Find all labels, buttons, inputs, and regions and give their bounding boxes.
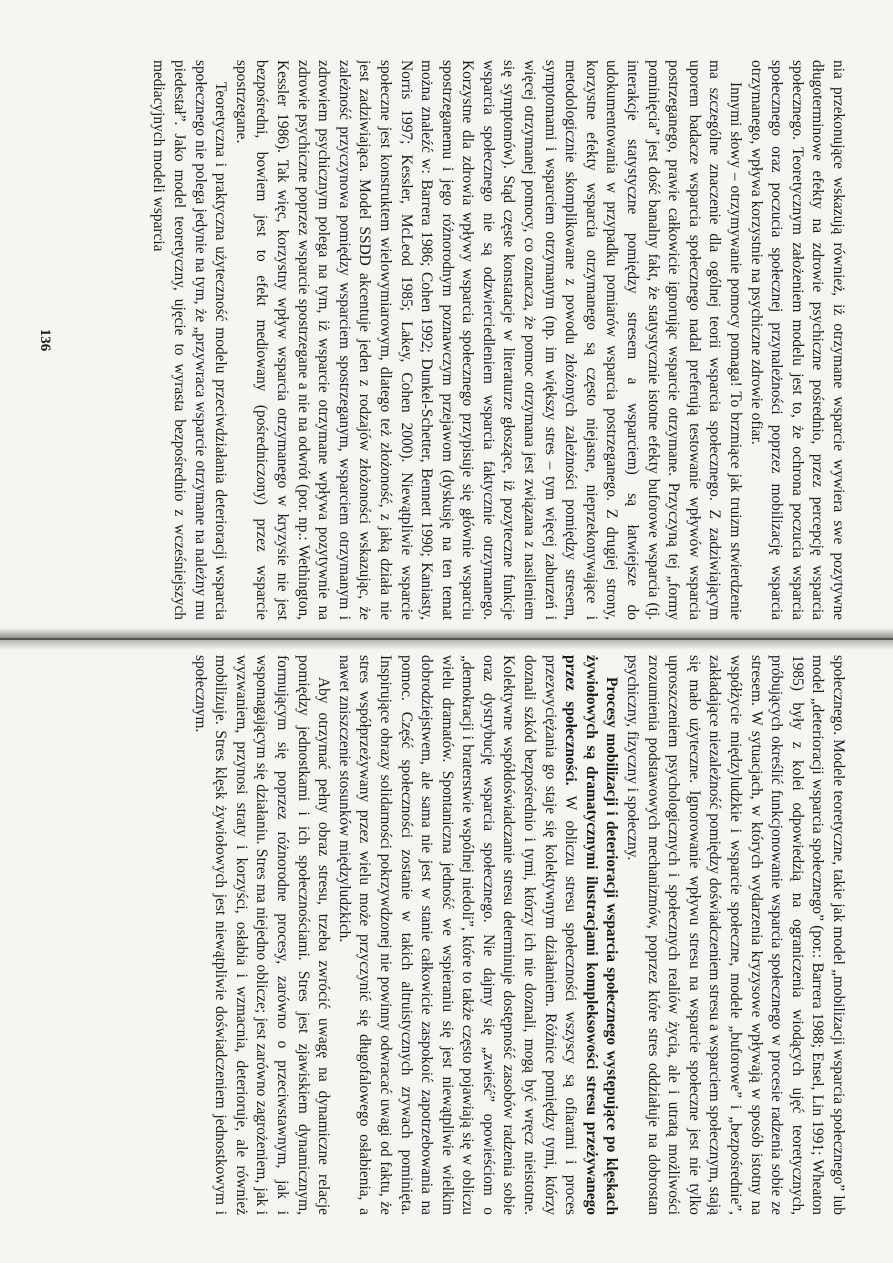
left-paragraph-1: nia przekonujące wskazują również, iż otrzymane wsparcie wywiera swe pozytywne długoterminowe efekty na zdrowie psychiczne pośrednio, przez percepcję wsparcia społecznego. Teoretycznym założeniem modelu jest to, że ochrona poczucia wsparcia społecznego oraz poczucia społecznej przynależności poprzez mobilizację wsparcia otrzymanego, wpływa korzystnie na psychiczne zdrowie ofiar.	[747, 60, 847, 620]
right-paragraph-3: Aby otrzymać pełny obraz stresu, trzeba zwrócić uwagę na dynamiczne relacje pomiędzy jednostkami i ich społecznościami. Stres jest zjawiskiem dynamicznym, formującym się poprzez różnorodne procesy, zarówno o przeciwstawnym, jak i wspomagającym się działaniu. Stres ma niejedno oblicze; jest zarówno zagrożeniem, jak i wyzwaniem, przynosi straty i korzyści, osłabia i wzmacnia, deterioruje, ale również mobilizuje. Stres klęsk żywiołowych jest niewątpliwie doświadczeniem jednostkowym i społecznym.	[191, 655, 333, 1215]
left-paragraph-2: Innymi słowy – otrzymywanie pomocy pomaga! To brzmiące jak truizm stwierdzenie ma szczególne znaczenie dla ogólnej teorii wsparcia społecznego. Z zadziwiającym uporem badacze wsparcia społecznego nadal preferują testowanie wpływów wsparcia postrzeganego, prawie całkowicie ignorując wsparcie otrzymane. Przyczyną tej „formy pominięcia” jest dość banalny fakt, że statystycznie istotne efekty buforowe wsparcia (tj. interakcje statystyczne pomiędzy stresem a wsparciem) są łatwiejsze do udokumentowania w przypadku pomiarów wsparcia postrzeganego. Z drugiej strony, korzystne efekty wsparcia otrzymanego są często niejasne, nieprzekonywające i metodologicznie skomplikowane z powodu złożonych zależności pomiędzy stresem, symptomami i wsparciem otrzymanym (np. im większy stres – tym więcej zaburzeń i więcej otrzymanej pomocy, co oznacza, że pomoc otrzymana jest związana z nasileniem się symptomów). Stąd częste konstatacje w literaturze głoszące, iż pozyteczne funkcje wsparcia społecznego nie są odzwierciedleniem wsparcia faktycznie otrzymanego. Korzystne dla zdrowia wpływy wsparcia społecznego przypisuje się głównie wsparciu spostrzeganemu i jego różnorodnym poznawczym przejawom (dyskusję na ten temat można znaleźć w: Barrera 1986; Cohen 1992; Dunkel-Schetter, Bennett 1990; Kaniasty, Norris 1997; Kessler, McLeod 1985; Lakey, Cohen 2000). Niewątpliwie wsparcie społeczne jest konstruktem wielowymiarowym, dlatego też złożoność, z jaką działa nie jest zadziwiająca. Model SSDD akcentuje jeden z rodzajów złożoności wskazując, że zależność przyczynowa pomiędzy wsparciem spostrzeganym, wsparciem otrzymanym i zdrowiem psychicznym polega na tym, iż wsparcie otrzymane wpływa pozytywnie na zdrowie psychiczne poprzez wsparcie spostrzegane a nie na odwrót (por. np.: Wethington, Kessler 1986). Tak więc, korzystny wpływ wsparcia otrzymanego w kryzysie nie jest bezpośredni, bowiem jest to efekt mediowany (pośredniczony) przez wsparcie spostrzegane.	[232, 60, 745, 620]
page-number: 136	[37, 328, 53, 352]
gutter-line	[0, 638, 893, 640]
left-page	[28, 60, 848, 620]
right-paragraph-2	[333, 655, 621, 1215]
right-paragraph-1: społecznego. Modele teoretyczne, takie jak model „mobilizacji wsparcia społecznego” lub model „deterioracji wsparcia społecznego” (por.: Barrera 1988; Ensel, Lin 1991; Wheaton 1985) były z kolei odpowiedzią na ograniczenia wiodących ujęć teoretycznych, próbujących określić funkcjonowanie wsparcia społecznego w procesie radzenia sobie ze stresem. W sytuacjach, w których wydarzenia kryzysowe wpływają w sposób istotny na współżycie międzyludzkie i wsparcie społeczne, modele „buforowe” i „bezpośrednie”, zakładające niezależność pomiędzy doświadczeniem stresu a wsparciem społecznym, stają się mało użyteczne. Ignorowanie wpływu stresu na wsparcie społeczne jest nie tylko uproszczeniem psychologicznych i społecznych realiów życia, ale i utratą możliwości zrozumienia podstawowych mechanizmów, poprzez które stres oddziałuje na dobrostan psychiczny, fizyczny i społeczny.	[624, 655, 847, 1215]
left-paragraph-3: Teoretyczna i praktyczna użyteczność modelu przeciwdziałania deterioracji wsparcia społecznego nie polega jedynie na tym, że „przywraca wsparcie otrzymane na należny mu piedestał”. Jako model teoretyczny, ujęcie to wyrasta bezpośrednio z wcześniejszych mediacyjnych modeli wsparcia	[150, 60, 230, 620]
right-paragraph-2-rest: W obliczu stresu społeczności wszyscy są ofiarami i proces przezwyciężania go staje się kolektywnym działaniem. Różnice pomiędzy tymi, którzy doznali szkód bezpośrednio i tymi, którzy ich nie doznali, mogą być wręcz nieistotne. Kolektywne współdoświadczanie stresu determinuje dostępność zasobów radzenia sobie oraz dystrybucję wsparcia społecznego. Nie dajmy się „zwieść” opowieściom o „demokracji i braterstwie wspólnej niedoli”, które to także często pojawiają się w obliczu wielu dramatów. Spontaniczna jedność we wspieraniu się jest niewątpliwie wielkim dobrodziejstwem, ale sama nie jest w stanie całkowicie zaspokoić zapotrzebowania na pomoc. Część społeczności zostanie w takich altruistycznych zrywach pominięta. Inspirujące obrazy solidarności pokrzywdzonej nie powinny odwracać uwagi od faktu, że stres współprzeżywany przez wielu może przyczynić się długofalowego osłabienia, a nawet zniszczenie stosunków międzyludzkich.	[335, 655, 580, 1215]
right-paragraph-2-bold: Procesy mobilizacji i deterioracji wsparcia społecznego występujące po klęskach żywiołowych są dramatycznymi ilustracjami kompleksowości stresu przeżywanego przez społeczności.	[562, 655, 621, 1215]
right-page	[28, 655, 848, 1215]
